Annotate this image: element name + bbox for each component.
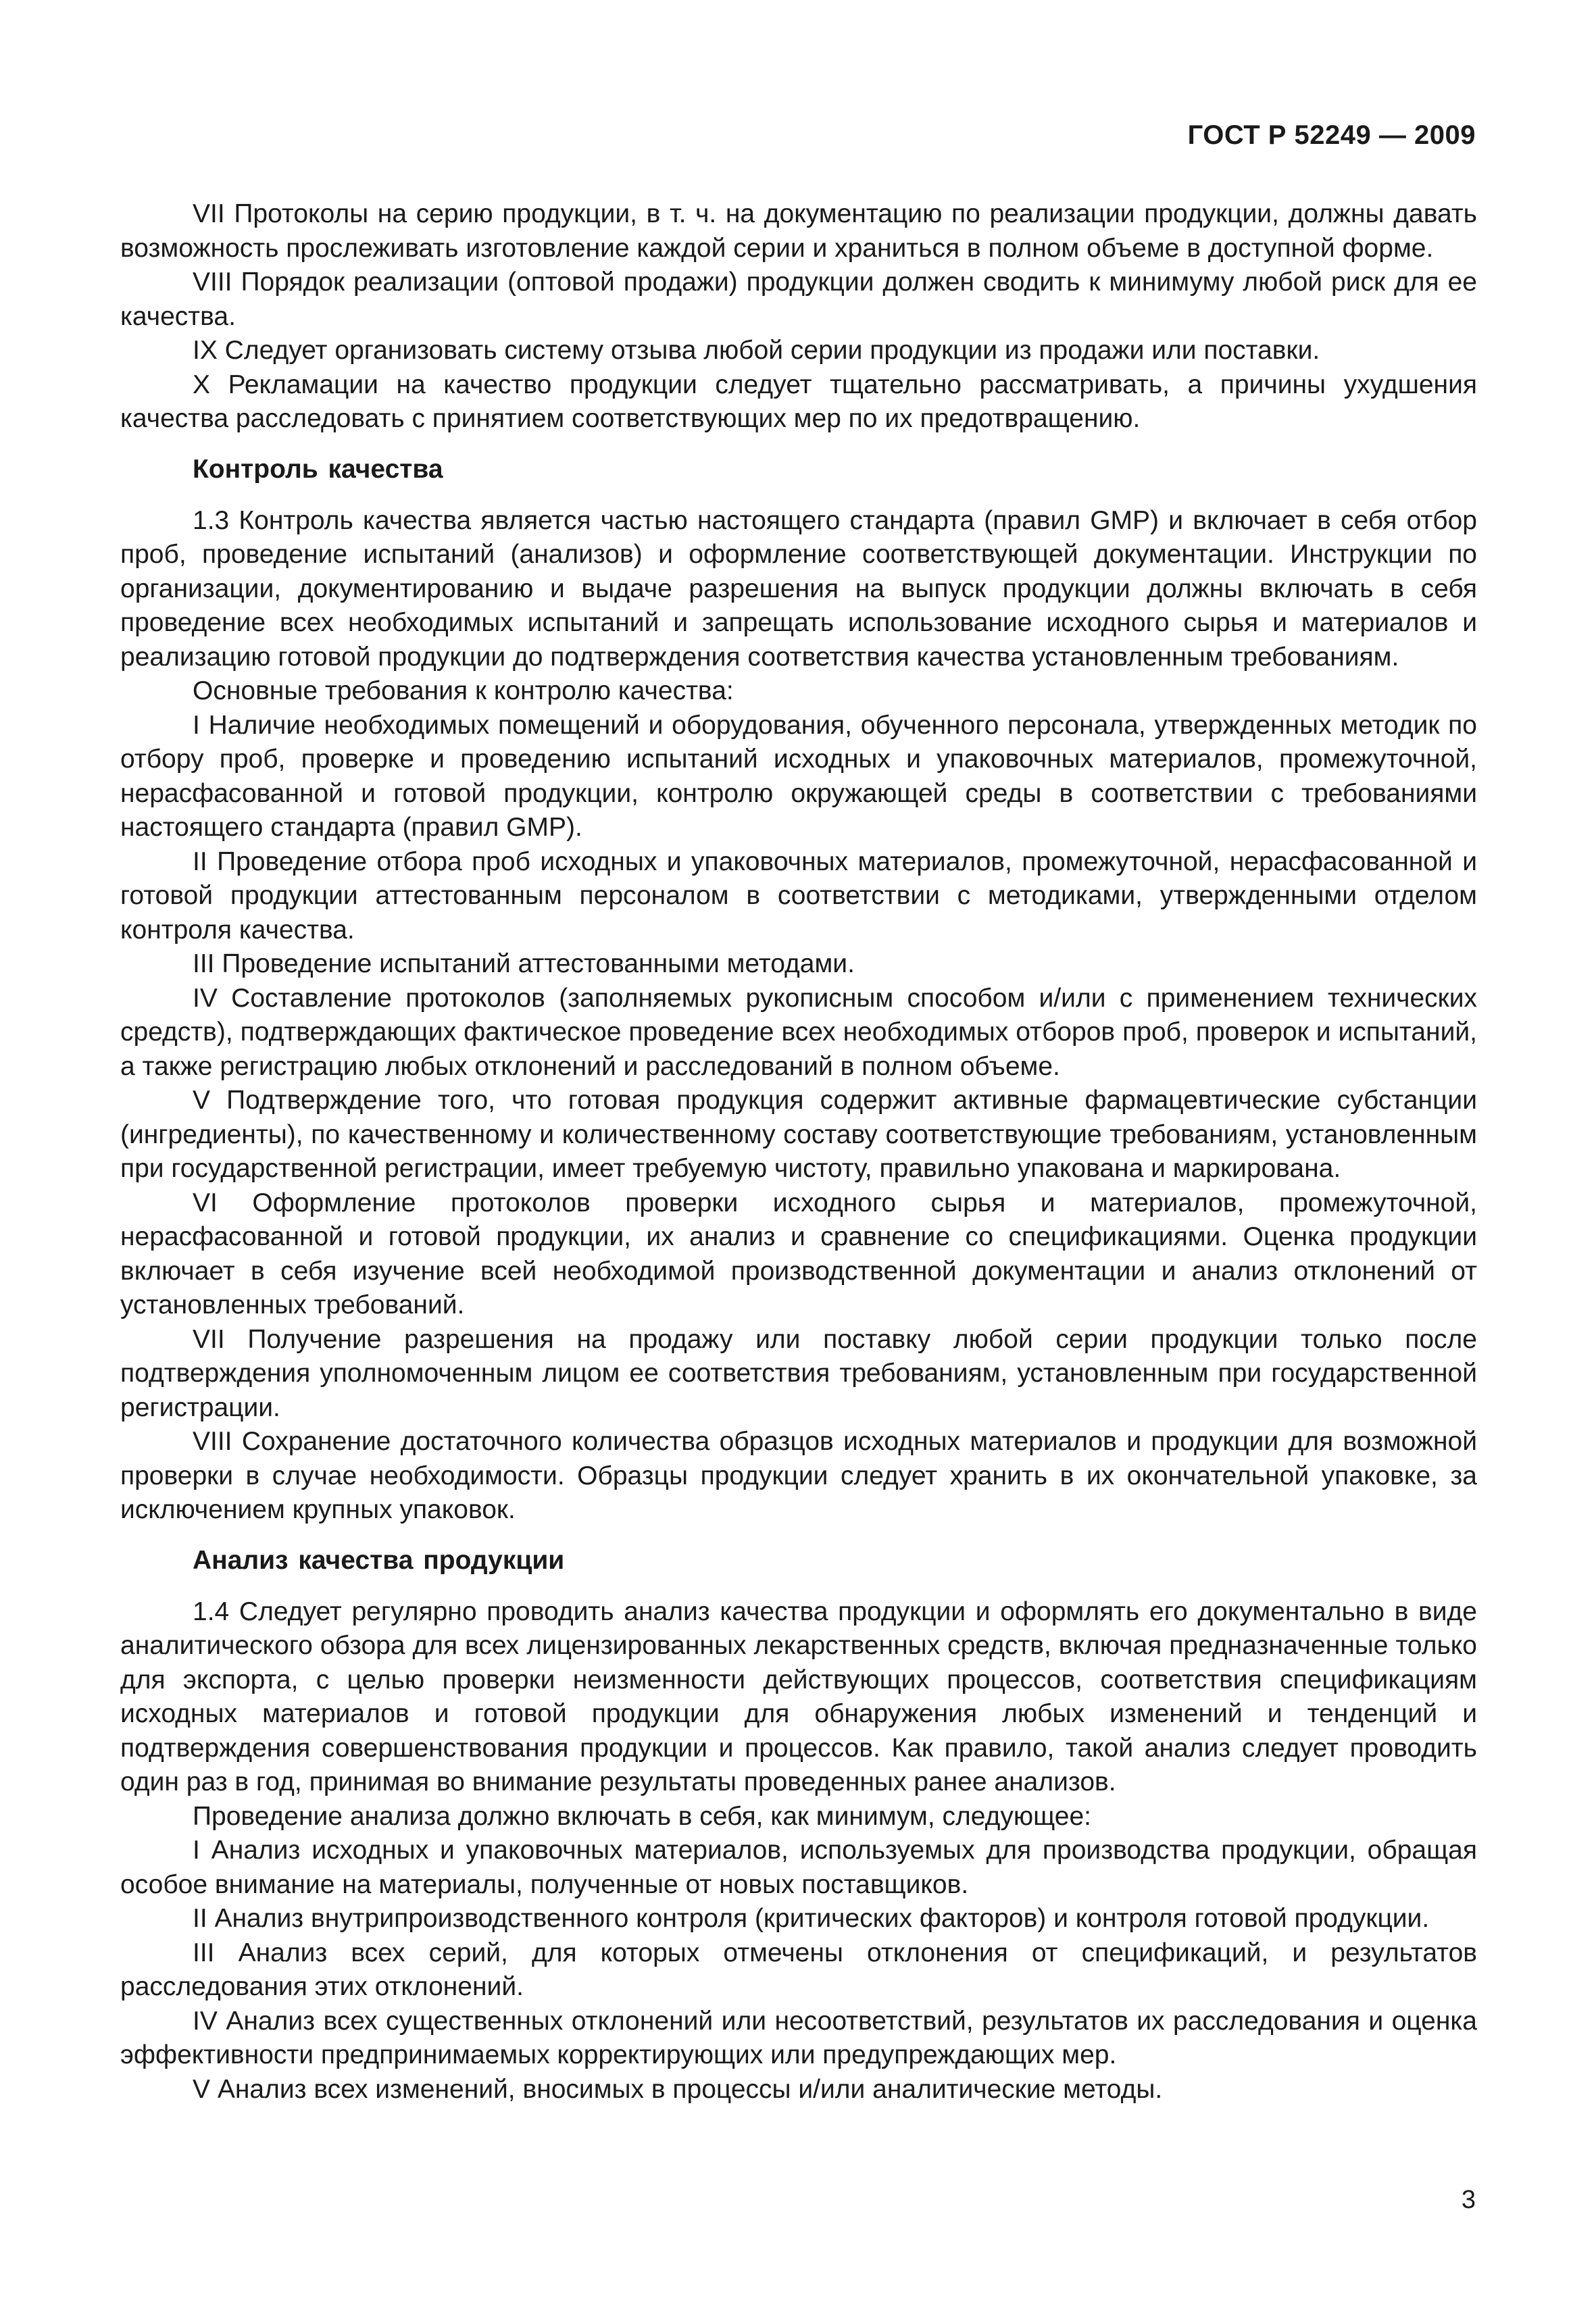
paragraph: V Анализ всех изменений, вносимых в процессы и/или аналитические методы. xyxy=(193,2074,1163,2104)
paragraph: I Анализ исходных и упаковочных материалов, используемых для производства продукции, обращая особое внимание на материалы, полученные от новых поставщиков. xyxy=(120,1836,1477,1899)
paragraph: IV Составление протоколов (заполняемых рукописным способом и/или с применением технических средств), подтверждающих фактическое проведение всех необходимых отборов проб, проверок и испытаний, а также регистрацию любых отклонений и расследований в полном объеме. xyxy=(120,983,1477,1081)
paragraph: 1.3 Контроль качества является частью настоящего стандарта (правил GMP) и включает в себя отбор проб, проведение испытаний (анализов) и оформление соответствующей документации. Инструкции по организации, документированию и выдаче разрешения на выпуск продукции должны включать в себя проведение всех необходимых испытаний и запрещать использование исходного сырья и материалов и реализацию готовой продукции до подтверждения соответствия качества установленным требованиям. xyxy=(120,505,1477,672)
paragraph: Проведение анализа должно включать в себя, как минимум, следующее: xyxy=(193,1801,1091,1831)
section-heading-quality-control: Контроль качества xyxy=(193,454,443,484)
paragraph: III Анализ всех серий, для которых отмечены отклонения от спецификаций, и результатов расследования этих отклонений. xyxy=(120,1938,1477,2001)
paragraph: II Проведение отбора проб исходных и упаковочных материалов, промежуточной, нерасфасованной и готовой продукции аттестованным персоналом в соответствии с методиками, утвержденными отделом контроля качества. xyxy=(120,847,1477,945)
paragraph: III Проведение испытаний аттестованными методами. xyxy=(193,949,855,978)
paragraph: V Подтверждение того, что готовая продукция содержит активные фармацевтические субстанции (ингредиенты), по качественному и количественному составу соответствующие требованиям, установленным при государственной регистрации, имеет требуемую чистоту, правильно упакована и маркирована. xyxy=(120,1086,1477,1183)
paragraph: VII Протоколы на серию продукции, в т. ч. на документацию по реализации продукции, должны давать возможность прослеживать изготовление каждой серии и храниться в полном объеме в доступной форме. xyxy=(120,199,1477,263)
paragraph: Основные требования к контролю качества: xyxy=(193,676,734,705)
paragraph: X Рекламации на качество продукции следует тщательно рассматривать, а причины ухудшения качества расследовать с принятием соответствующих мер по их предотвращению. xyxy=(120,370,1477,433)
paragraph: IV Анализ всех существенных отклонений или несоответствий, результатов их расследования и оценка эффективности предпринимаемых корректирующих или предупреждающих мер. xyxy=(120,2006,1477,2069)
paragraph: VII Получение разрешения на продажу или поставку любой серии продукции только после подтверждения уполномоченным лицом ее соответствия требованиям, установленным при государственной регистрации. xyxy=(120,1324,1477,1422)
document-body xyxy=(120,197,1477,2107)
paragraph: VI Оформление протоколов проверки исходного сырья и материалов, промежуточной, нерасфасованной и готовой продукции, их анализ и сравнение со спецификациями. Оценка продукции включает в себя изучение всей необходимой производственной документации и анализ отклонений от установленных требований. xyxy=(120,1188,1477,1319)
section-heading-quality-review: Анализ качества продукции xyxy=(193,1545,565,1575)
page-number: 3 xyxy=(1461,2186,1476,2214)
standard-designation: ГОСТ Р 52249 — 2009 xyxy=(1187,120,1476,150)
paragraph: VIII Порядок реализации (оптовой продажи) продукции должен сводить к минимуму любой риск для ее качества. xyxy=(120,268,1477,331)
paragraph: 1.4 Следует регулярно проводить анализ качества продукции и оформлять его документально в виде аналитического обзора для всех лицензированных лекарственных средств, включая предназначенные только для экспорта, с целью проверки неизменности действующих процессов, соответствия спецификациям исходных материалов и готовой продукции для обнаружения любых изменений и тенденций и подтверждения совершенствования продукции и процессов. Как правило, такой анализ следует проводить один раз в год, принимая во внимание результаты проведенных ранее анализов. xyxy=(120,1596,1477,1796)
paragraph: II Анализ внутрипроизводственного контроля (критических факторов) и контроля готовой продукции. xyxy=(193,1904,1430,1933)
paragraph: I Наличие необходимых помещений и оборудования, обученного персонала, утвержденных методик по отбору проб, проверке и проведению испытаний исходных и упаковочных материалов, промежуточной, нерасфасованной и готовой продукции, контролю окружающей среды в соответствии с требованиями настоящего стандарта (правил GMP). xyxy=(120,710,1477,842)
paragraph: IX Следует организовать систему отзыва любой серии продукции из продажи или поставки. xyxy=(193,336,1320,365)
paragraph: VIII Сохранение достаточного количества образцов исходных материалов и продукции для возможной проверки в случае необходимости. Образцы продукции следует хранить в их окончательной упаковке, за исключением крупных упаковок. xyxy=(120,1427,1477,1524)
